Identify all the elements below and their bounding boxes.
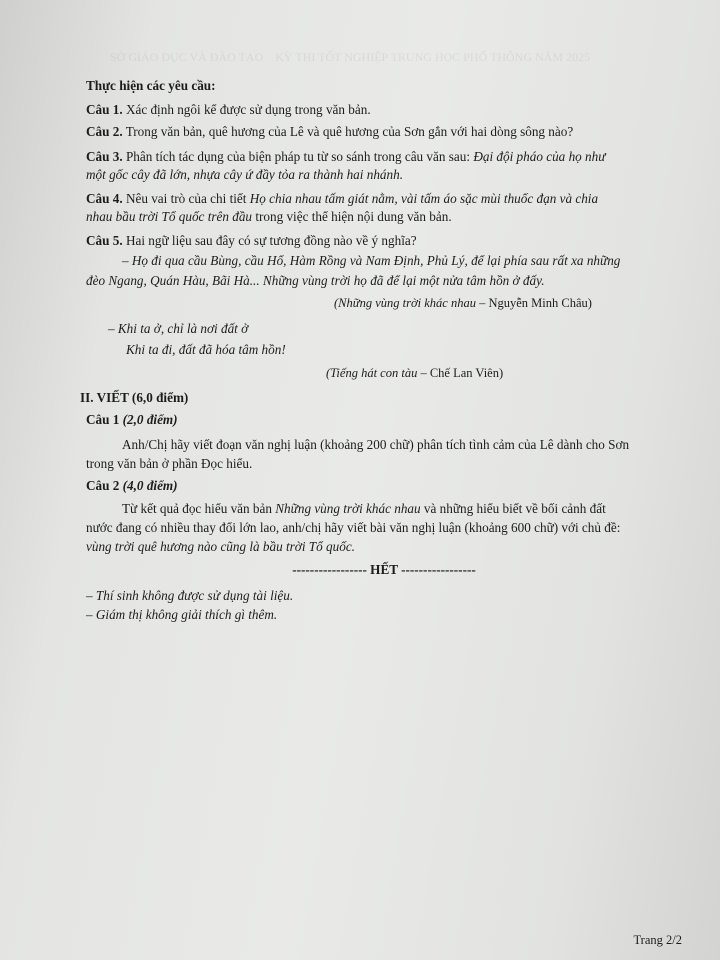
writing-question-2-line-2: nước đang có nhiều thay đổi lớn lao, anh/chị hãy viết bài văn nghị luận (khoảng 600 chữ) với chủ đề: xyxy=(86,520,621,535)
writing-question-1-label: Câu 1 xyxy=(86,412,120,427)
quote-2-line-2: Khi ta đi, đất đã hóa tâm hồn! xyxy=(126,342,286,357)
quote-1-line-1: – Họ đi qua cầu Bùng, cầu Hổ, Hàm Rồng và Nam Định, Phủ Lý, để lại phía sau rất xa những xyxy=(122,253,621,268)
writing-question-1-line-1: Anh/Chị hãy viết đoạn văn nghị luận (khoảng 200 chữ) phân tích tình cảm của Lê dành cho Sơn xyxy=(122,437,630,452)
writing-section-title: II. VIẾT (6,0 điểm) xyxy=(80,390,189,405)
quote-1-source-author: – Nguyễn Minh Châu) xyxy=(479,296,592,310)
writing-question-1-heading xyxy=(86,412,178,428)
question-3-text: Phân tích tác dụng của biện pháp tu từ so sánh trong câu văn sau: xyxy=(125,149,471,164)
writing-question-2-heading xyxy=(86,478,178,494)
writing-question-2-text-a: Từ kết quả đọc hiểu văn bản xyxy=(122,501,272,516)
question-5 xyxy=(86,233,417,249)
writing-question-2-text-c: và những hiểu biết về bối cảnh đất xyxy=(423,501,606,516)
quote-2-source-title: (Tiếng hát con tàu xyxy=(326,366,418,380)
question-1-text: Xác định ngôi kể được sử dụng trong văn bản. xyxy=(125,102,371,117)
question-2 xyxy=(86,124,573,140)
writing-question-1-line-2: trong văn bản ở phần Đọc hiểu. xyxy=(86,456,253,471)
question-1 xyxy=(86,102,371,118)
note-no-explanation: – Giám thị không giải thích gì thêm. xyxy=(86,607,278,622)
question-4-text-2: trong việc thể hiện nội dung văn bản. xyxy=(255,209,452,224)
question-3-quote-1: Đại đội pháo của họ như xyxy=(473,149,606,164)
instructions-heading: Thực hiện các yêu cầu: xyxy=(86,78,216,93)
writing-question-2-work-title: Những vùng trời khác nhau xyxy=(275,501,421,516)
end-marker: ----------------- HẾT ----------------- xyxy=(292,562,476,577)
writing-question-2-points: (4,0 điểm) xyxy=(122,478,178,493)
question-4-line-1 xyxy=(86,191,598,207)
question-4-label: Câu 4. xyxy=(86,191,123,206)
quote-2-line-1: – Khi ta ở, chỉ là nơi đất ở xyxy=(108,321,249,336)
question-3-quote-2: một gốc cây đã lớn, nhựa cây ứ đầy tỏa ra thành hai nhánh. xyxy=(86,167,404,182)
writing-question-2-topic: vùng trời quê hương nào cũng là bầu trời Tổ quốc. xyxy=(86,539,355,554)
bleed-through-text: SỞ GIÁO DỤC VÀ ĐÀO TẠO KỲ THI TỐT NGHIỆP TRUNG HỌC PHỔ THÔNG NĂM 2025 xyxy=(110,50,591,64)
question-3-label: Câu 3. xyxy=(86,149,123,164)
writing-question-1-points: (2,0 điểm) xyxy=(122,412,178,427)
question-5-text: Hai ngữ liệu sau đây có sự tương đồng nào về ý nghĩa? xyxy=(125,233,417,248)
question-4-quote-1: Họ chia nhau tấm giát nằm, vài tấm áo sặc mùi thuốc đạn và chia xyxy=(249,191,599,206)
question-5-label: Câu 5. xyxy=(86,233,123,248)
quote-2-source-author: – Chế Lan Viên) xyxy=(420,366,504,380)
question-4-quote-2: nhau bầu trời Tổ quốc trên đầu xyxy=(86,209,253,224)
question-4-text-1: Nêu vai trò của chi tiết xyxy=(125,191,247,206)
question-2-text: Trong văn bản, quê hương của Lê và quê hương của Sơn gắn với hai dòng sông nào? xyxy=(125,124,574,139)
quote-2-source xyxy=(326,366,503,381)
note-no-materials: – Thí sinh không được sử dụng tài liệu. xyxy=(86,588,294,603)
question-4-line-2 xyxy=(86,209,452,225)
question-1-label: Câu 1. xyxy=(86,102,123,117)
writing-question-2-label: Câu 2 xyxy=(86,478,120,493)
quote-1-source xyxy=(334,296,592,311)
quote-1-source-title: (Những vùng trời khác nhau xyxy=(334,296,476,310)
question-2-label: Câu 2. xyxy=(86,124,123,139)
page-number: Trang 2/2 xyxy=(633,933,682,947)
writing-question-2-line-1 xyxy=(122,501,606,517)
question-3-line-1 xyxy=(86,149,605,165)
quote-1-line-2: đèo Ngang, Quán Hàu, Bãi Hà... Những vùng trời họ đã để lại một nửa tâm hồn ở đấy. xyxy=(86,273,545,288)
bleed-through-text-2 xyxy=(110,300,690,420)
